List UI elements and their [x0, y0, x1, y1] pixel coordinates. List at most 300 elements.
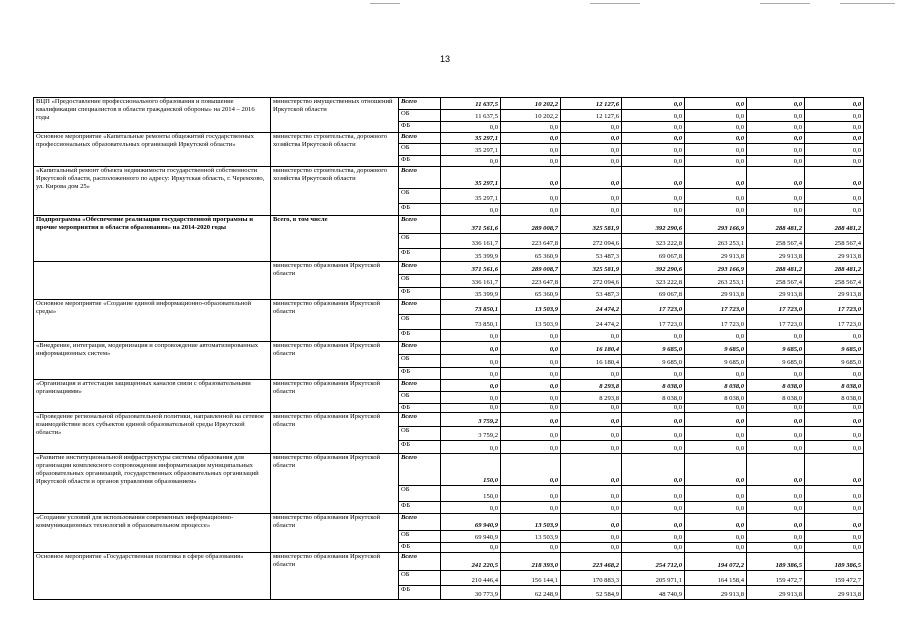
- executor-cell: министерство образования Иркутской области: [271, 454, 399, 514]
- amount-cell: 0,0: [622, 441, 685, 454]
- activity-name-cell: Основное мероприятие «Государственная политика в сфере образования»: [34, 553, 271, 600]
- amount-cell: 0,0: [685, 156, 747, 167]
- funding-source-cell: ФБ: [399, 586, 441, 600]
- amount-cell: 392 290,6: [622, 262, 685, 275]
- amount-cell: 194 072,2: [685, 553, 747, 571]
- amount-cell: 0,0: [685, 330, 747, 342]
- amount-cell: 0,0: [685, 204, 747, 216]
- amount-cell: 323 222,8: [622, 234, 685, 249]
- amount-cell: 0,0: [561, 144, 622, 156]
- amount-cell: 258 567,4: [805, 234, 864, 249]
- amount-cell: 0,0: [685, 98, 747, 110]
- amount-cell: 0,0: [685, 486, 747, 502]
- amount-cell: 0,0: [622, 368, 685, 380]
- amount-cell: 0,0: [805, 531, 864, 543]
- amount-cell: 29 913,8: [685, 288, 747, 300]
- funding-source-cell: ОБ: [399, 571, 441, 586]
- amount-cell: 0,0: [441, 330, 501, 342]
- funding-source-cell: ФБ: [399, 441, 441, 454]
- amount-cell: 0,0: [747, 189, 805, 204]
- amount-cell: 29 913,8: [747, 586, 805, 600]
- funding-source-cell: Всего: [399, 553, 441, 571]
- amount-cell: 0,0: [561, 427, 622, 441]
- amount-cell: 0,0: [622, 167, 685, 189]
- amount-cell: 69 940,9: [441, 531, 501, 543]
- amount-cell: 29 913,8: [805, 586, 864, 600]
- amount-cell: 8 293,8: [561, 392, 622, 404]
- amount-cell: 336 161,7: [441, 234, 501, 249]
- amount-cell: 35 399,9: [441, 288, 501, 300]
- amount-cell: 0,0: [501, 330, 561, 342]
- amount-cell: 24 474,2: [561, 315, 622, 330]
- executor-cell: министерство образования Иркутской области: [271, 553, 399, 600]
- amount-cell: 323 222,8: [622, 275, 685, 288]
- amount-cell: 0,0: [805, 156, 864, 167]
- amount-cell: 223 647,8: [501, 234, 561, 249]
- funding-source-cell: ФБ: [399, 543, 441, 553]
- amount-cell: 0,0: [747, 368, 805, 380]
- amount-cell: 218 393,0: [501, 553, 561, 571]
- amount-cell: 0,0: [561, 330, 622, 342]
- amount-cell: 0,0: [622, 413, 685, 427]
- executor-cell: министерство имущественных отношений Иркутской области: [271, 98, 399, 133]
- amount-cell: 0,0: [622, 486, 685, 502]
- amount-cell: 0,0: [501, 355, 561, 368]
- amount-cell: 30 773,9: [441, 586, 501, 600]
- funding-source-cell: ОБ: [399, 427, 441, 441]
- executor-cell: министерство образования Иркутской области: [271, 262, 399, 300]
- amount-cell: 0,0: [622, 133, 685, 144]
- amount-cell: 0,0: [501, 486, 561, 502]
- amount-cell: 69 940,9: [441, 514, 501, 531]
- amount-cell: 0,0: [685, 133, 747, 144]
- amount-cell: 12 127,6: [561, 98, 622, 110]
- table-row: [34, 133, 864, 144]
- budget-table: [33, 97, 864, 600]
- amount-cell: 258 567,4: [747, 275, 805, 288]
- amount-cell: 0,0: [747, 330, 805, 342]
- amount-cell: 0,0: [622, 454, 685, 486]
- amount-cell: 0,0: [747, 204, 805, 216]
- funding-source-cell: ОБ: [399, 531, 441, 543]
- funding-source-cell: Всего: [399, 342, 441, 355]
- amount-cell: 371 561,6: [441, 262, 501, 275]
- funding-source-cell: ОБ: [399, 110, 441, 122]
- amount-cell: 3 759,2: [441, 413, 501, 427]
- amount-cell: 0,0: [501, 380, 561, 392]
- amount-cell: 263 253,1: [685, 275, 747, 288]
- amount-cell: 0,0: [685, 404, 747, 413]
- amount-cell: 9 685,0: [747, 355, 805, 368]
- amount-cell: 156 144,1: [501, 571, 561, 586]
- amount-cell: 371 561,6: [441, 216, 501, 234]
- amount-cell: 223 468,2: [561, 553, 622, 571]
- amount-cell: 0,0: [805, 122, 864, 133]
- amount-cell: 48 740,9: [622, 586, 685, 600]
- amount-cell: 392 290,6: [622, 216, 685, 234]
- amount-cell: 0,0: [747, 543, 805, 553]
- amount-cell: 0,0: [622, 204, 685, 216]
- funding-source-cell: ОБ: [399, 392, 441, 404]
- funding-source-cell: ФБ: [399, 249, 441, 262]
- amount-cell: 0,0: [747, 144, 805, 156]
- amount-cell: 0,0: [622, 110, 685, 122]
- amount-cell: 13 503,9: [501, 315, 561, 330]
- amount-cell: 0,0: [561, 204, 622, 216]
- amount-cell: 0,0: [622, 189, 685, 204]
- funding-source-cell: ОБ: [399, 486, 441, 502]
- amount-cell: 0,0: [561, 167, 622, 189]
- amount-cell: 29 913,8: [805, 249, 864, 262]
- amount-cell: 52 584,9: [561, 586, 622, 600]
- amount-cell: 189 386,5: [805, 553, 864, 571]
- amount-cell: 0,0: [805, 98, 864, 110]
- amount-cell: 0,0: [805, 167, 864, 189]
- amount-cell: 0,0: [805, 144, 864, 156]
- funding-source-cell: Всего: [399, 133, 441, 144]
- funding-source-cell: ФБ: [399, 156, 441, 167]
- activity-name-cell: Основное мероприятие «Капитальные ремонты общежитий государственных профессиональных образовательных организаций Иркутской области»: [34, 133, 271, 167]
- amount-cell: 0,0: [747, 413, 805, 427]
- amount-cell: 0,0: [561, 133, 622, 144]
- amount-cell: 170 883,3: [561, 571, 622, 586]
- amount-cell: 263 253,1: [685, 234, 747, 249]
- amount-cell: 65 360,9: [501, 288, 561, 300]
- amount-cell: 35 297,1: [441, 167, 501, 189]
- amount-cell: 0,0: [501, 454, 561, 486]
- activity-name-cell: Подпрограмма «Обеспечение реализации государственной программы и прочие мероприятия в области образования» на 2014-2020 годы: [34, 216, 271, 262]
- amount-cell: 0,0: [805, 514, 864, 531]
- executor-cell: министерство образования Иркутской области: [271, 514, 399, 553]
- amount-cell: 150,0: [441, 454, 501, 486]
- table-row: [34, 216, 864, 234]
- amount-cell: 0,0: [747, 427, 805, 441]
- amount-cell: 258 567,4: [805, 275, 864, 288]
- amount-cell: 0,0: [441, 543, 501, 553]
- table-row: [34, 514, 864, 531]
- amount-cell: 0,0: [685, 441, 747, 454]
- amount-cell: 17 723,0: [685, 315, 747, 330]
- activity-name-cell: Основное мероприятие «Создание единой информационно-образовательной среды»: [34, 300, 271, 342]
- amount-cell: 8 038,0: [805, 380, 864, 392]
- amount-cell: 10 202,2: [501, 110, 561, 122]
- amount-cell: 0,0: [685, 167, 747, 189]
- amount-cell: 0,0: [747, 122, 805, 133]
- amount-cell: 0,0: [747, 133, 805, 144]
- activity-name-cell: «Создание условий для использования современных информационно-коммуникационных технологий в образовательном процессе»: [34, 514, 271, 553]
- amount-cell: 289 008,7: [501, 262, 561, 275]
- amount-cell: 8 038,0: [747, 380, 805, 392]
- amount-cell: 159 472,7: [747, 571, 805, 586]
- amount-cell: 0,0: [747, 454, 805, 486]
- amount-cell: 0,0: [501, 204, 561, 216]
- amount-cell: 0,0: [685, 454, 747, 486]
- amount-cell: 0,0: [805, 413, 864, 427]
- amount-cell: 29 913,8: [685, 249, 747, 262]
- amount-cell: 35 399,9: [441, 249, 501, 262]
- scan-top-marks: [0, 3, 905, 11]
- table-row: [34, 98, 864, 110]
- amount-cell: 288 481,2: [805, 262, 864, 275]
- amount-cell: 11 637,5: [441, 110, 501, 122]
- activity-name-cell: «Внедрение, интеграция, модернизация и сопровождение автоматизированных информационных систем»: [34, 342, 271, 380]
- amount-cell: 0,0: [685, 110, 747, 122]
- amount-cell: 0,0: [747, 98, 805, 110]
- amount-cell: 0,0: [561, 404, 622, 413]
- amount-cell: 0,0: [622, 502, 685, 514]
- funding-source-cell: Всего: [399, 98, 441, 110]
- amount-cell: 24 474,2: [561, 300, 622, 315]
- amount-cell: 3 759,2: [441, 427, 501, 441]
- amount-cell: 17 723,0: [805, 300, 864, 315]
- amount-cell: 0,0: [501, 342, 561, 355]
- funding-source-cell: Всего: [399, 514, 441, 531]
- amount-cell: 0,0: [501, 167, 561, 189]
- amount-cell: 0,0: [441, 441, 501, 454]
- amount-cell: 0,0: [805, 189, 864, 204]
- amount-cell: 0,0: [622, 144, 685, 156]
- executor-cell: министерство строительства, дорожного хозяйства Иркутской области: [271, 167, 399, 216]
- amount-cell: 0,0: [441, 392, 501, 404]
- amount-cell: 0,0: [805, 204, 864, 216]
- funding-source-cell: ФБ: [399, 368, 441, 380]
- executor-cell: министерство образования Иркутской области: [271, 413, 399, 454]
- amount-cell: 9 685,0: [747, 342, 805, 355]
- amount-cell: 13 503,9: [501, 531, 561, 543]
- amount-cell: 0,0: [501, 404, 561, 413]
- amount-cell: 0,0: [685, 122, 747, 133]
- amount-cell: 0,0: [805, 502, 864, 514]
- amount-cell: 29 913,8: [685, 586, 747, 600]
- amount-cell: 0,0: [441, 502, 501, 514]
- amount-cell: 0,0: [622, 427, 685, 441]
- amount-cell: 0,0: [501, 427, 561, 441]
- amount-cell: 223 647,8: [501, 275, 561, 288]
- executor-cell: министерство образования Иркутской области: [271, 300, 399, 342]
- funding-source-cell: ФБ: [399, 404, 441, 413]
- amount-cell: 0,0: [685, 189, 747, 204]
- amount-cell: 0,0: [622, 98, 685, 110]
- amount-cell: 0,0: [685, 144, 747, 156]
- amount-cell: 0,0: [561, 368, 622, 380]
- table-row: [34, 413, 864, 427]
- amount-cell: 0,0: [501, 441, 561, 454]
- amount-cell: 0,0: [501, 144, 561, 156]
- funding-source-cell: ОБ: [399, 355, 441, 368]
- amount-cell: 53 487,3: [561, 249, 622, 262]
- amount-cell: 9 685,0: [622, 355, 685, 368]
- amount-cell: 12 127,6: [561, 110, 622, 122]
- amount-cell: 0,0: [441, 355, 501, 368]
- amount-cell: 0,0: [747, 110, 805, 122]
- amount-cell: 0,0: [622, 514, 685, 531]
- amount-cell: 53 487,3: [561, 288, 622, 300]
- amount-cell: 293 166,9: [685, 216, 747, 234]
- amount-cell: 241 220,5: [441, 553, 501, 571]
- amount-cell: 0,0: [685, 514, 747, 531]
- amount-cell: 16 180,4: [561, 342, 622, 355]
- funding-source-cell: ФБ: [399, 288, 441, 300]
- amount-cell: 0,0: [561, 543, 622, 553]
- amount-cell: 0,0: [747, 441, 805, 454]
- table-row: [34, 342, 864, 355]
- amount-cell: 29 913,8: [747, 288, 805, 300]
- table-row: [34, 553, 864, 571]
- page-number: 13: [440, 54, 451, 64]
- amount-cell: 288 481,2: [747, 216, 805, 234]
- funding-source-cell: ФБ: [399, 330, 441, 342]
- amount-cell: 254 712,0: [622, 553, 685, 571]
- amount-cell: 17 723,0: [747, 315, 805, 330]
- amount-cell: 0,0: [501, 189, 561, 204]
- amount-cell: 65 360,9: [501, 249, 561, 262]
- amount-cell: 0,0: [501, 122, 561, 133]
- funding-source-cell: ОБ: [399, 189, 441, 204]
- amount-cell: 0,0: [747, 502, 805, 514]
- amount-cell: 8 038,0: [622, 380, 685, 392]
- funding-source-cell: Всего: [399, 300, 441, 315]
- amount-cell: 205 971,1: [622, 571, 685, 586]
- amount-cell: 35 297,1: [441, 189, 501, 204]
- amount-cell: 0,0: [747, 514, 805, 531]
- activity-name-cell: ВЦП «Предоставление профессионального образования и повышение квалификации специалистов в области гражданской обороны» на 2014 – 2016 годы: [34, 98, 271, 133]
- amount-cell: 17 723,0: [805, 315, 864, 330]
- amount-cell: 9 685,0: [685, 355, 747, 368]
- amount-cell: 0,0: [561, 156, 622, 167]
- amount-cell: 0,0: [805, 330, 864, 342]
- amount-cell: 0,0: [805, 441, 864, 454]
- amount-cell: 0,0: [747, 156, 805, 167]
- amount-cell: 69 067,8: [622, 249, 685, 262]
- amount-cell: 189 386,5: [747, 553, 805, 571]
- amount-cell: 0,0: [747, 167, 805, 189]
- amount-cell: 8 038,0: [622, 392, 685, 404]
- amount-cell: 0,0: [622, 122, 685, 133]
- amount-cell: 0,0: [501, 368, 561, 380]
- funding-source-cell: ФБ: [399, 204, 441, 216]
- amount-cell: 164 158,4: [685, 571, 747, 586]
- amount-cell: 0,0: [747, 404, 805, 413]
- funding-source-cell: Всего: [399, 454, 441, 486]
- amount-cell: 17 723,0: [622, 300, 685, 315]
- amount-cell: 13 503,9: [501, 300, 561, 315]
- amount-cell: 336 161,7: [441, 275, 501, 288]
- amount-cell: 0,0: [805, 404, 864, 413]
- amount-cell: 0,0: [805, 486, 864, 502]
- amount-cell: 0,0: [685, 531, 747, 543]
- amount-cell: 0,0: [622, 404, 685, 413]
- amount-cell: 29 913,8: [747, 249, 805, 262]
- amount-cell: 10 202,2: [501, 98, 561, 110]
- amount-cell: 0,0: [805, 110, 864, 122]
- amount-cell: 9 685,0: [685, 342, 747, 355]
- amount-cell: 0,0: [441, 122, 501, 133]
- amount-cell: 325 581,9: [561, 216, 622, 234]
- amount-cell: 150,0: [441, 486, 501, 502]
- funding-source-cell: ФБ: [399, 122, 441, 133]
- amount-cell: 0,0: [685, 427, 747, 441]
- amount-cell: 8 038,0: [685, 392, 747, 404]
- activity-name-cell: «Развитие институциональной инфраструктуры системы образования для организации комплексного сопровождения информатизации муниципальных образовательных организаций, государственных образовательных организаций Иркутской области и органов управления образованием»: [34, 454, 271, 514]
- amount-cell: 0,0: [805, 454, 864, 486]
- table-row: [34, 454, 864, 486]
- amount-cell: 293 166,9: [685, 262, 747, 275]
- table-row: [34, 262, 864, 275]
- amount-cell: 0,0: [501, 502, 561, 514]
- amount-cell: 0,0: [805, 543, 864, 553]
- amount-cell: 17 723,0: [747, 300, 805, 315]
- funding-source-cell: ОБ: [399, 315, 441, 330]
- amount-cell: 0,0: [685, 413, 747, 427]
- funding-source-cell: ОБ: [399, 234, 441, 249]
- amount-cell: 8 038,0: [805, 392, 864, 404]
- amount-cell: 29 913,8: [805, 288, 864, 300]
- funding-source-cell: ОБ: [399, 275, 441, 288]
- funding-source-cell: ОБ: [399, 144, 441, 156]
- amount-cell: 69 067,8: [622, 288, 685, 300]
- executor-cell: министерство образования Иркутской области: [271, 342, 399, 380]
- amount-cell: 0,0: [685, 368, 747, 380]
- amount-cell: 16 180,4: [561, 355, 622, 368]
- amount-cell: 0,0: [622, 156, 685, 167]
- amount-cell: 210 446,4: [441, 571, 501, 586]
- amount-cell: 73 850,1: [441, 300, 501, 315]
- amount-cell: 9 685,0: [805, 355, 864, 368]
- amount-cell: 9 685,0: [622, 342, 685, 355]
- amount-cell: 8 293,8: [561, 380, 622, 392]
- amount-cell: 0,0: [561, 531, 622, 543]
- activity-name-cell: «Организация и аттестация защищенных каналов связи с образовательными организациями»: [34, 380, 271, 413]
- executor-cell: министерство строительства, дорожного хозяйства Иркутской области: [271, 133, 399, 167]
- amount-cell: 0,0: [622, 330, 685, 342]
- amount-cell: 0,0: [501, 133, 561, 144]
- funding-source-cell: Всего: [399, 167, 441, 189]
- funding-source-cell: Всего: [399, 262, 441, 275]
- amount-cell: 0,0: [622, 531, 685, 543]
- amount-cell: 0,0: [441, 342, 501, 355]
- amount-cell: 0,0: [501, 543, 561, 553]
- amount-cell: 0,0: [561, 441, 622, 454]
- amount-cell: 0,0: [747, 531, 805, 543]
- amount-cell: 8 038,0: [685, 380, 747, 392]
- funding-source-cell: Всего: [399, 216, 441, 234]
- amount-cell: 0,0: [622, 543, 685, 553]
- amount-cell: 272 094,6: [561, 275, 622, 288]
- amount-cell: 0,0: [501, 413, 561, 427]
- amount-cell: 0,0: [441, 380, 501, 392]
- table-row: [34, 300, 864, 315]
- amount-cell: 159 472,7: [805, 571, 864, 586]
- amount-cell: 288 481,2: [747, 262, 805, 275]
- executor-cell: Всего, в том числе: [271, 216, 399, 262]
- amount-cell: 0,0: [561, 454, 622, 486]
- funding-source-cell: Всего: [399, 413, 441, 427]
- amount-cell: 0,0: [441, 404, 501, 413]
- executor-cell: министерство образования Иркутской области: [271, 380, 399, 413]
- amount-cell: 0,0: [561, 122, 622, 133]
- amount-cell: 0,0: [441, 204, 501, 216]
- amount-cell: 62 248,9: [501, 586, 561, 600]
- amount-cell: 17 723,0: [685, 300, 747, 315]
- activity-name-cell: «Капитальный ремонт объекта недвижимости государственной собственности Иркутской области, расположенного по адресу: Иркутская область, г. Черемхово, ул. Кирова дом 25»: [34, 167, 271, 216]
- amount-cell: 35 297,1: [441, 133, 501, 144]
- amount-cell: 288 481,2: [805, 216, 864, 234]
- amount-cell: 0,0: [441, 156, 501, 167]
- amount-cell: 13 503,9: [501, 514, 561, 531]
- funding-source-cell: Всего: [399, 380, 441, 392]
- amount-cell: 272 094,6: [561, 234, 622, 249]
- amount-cell: 0,0: [747, 486, 805, 502]
